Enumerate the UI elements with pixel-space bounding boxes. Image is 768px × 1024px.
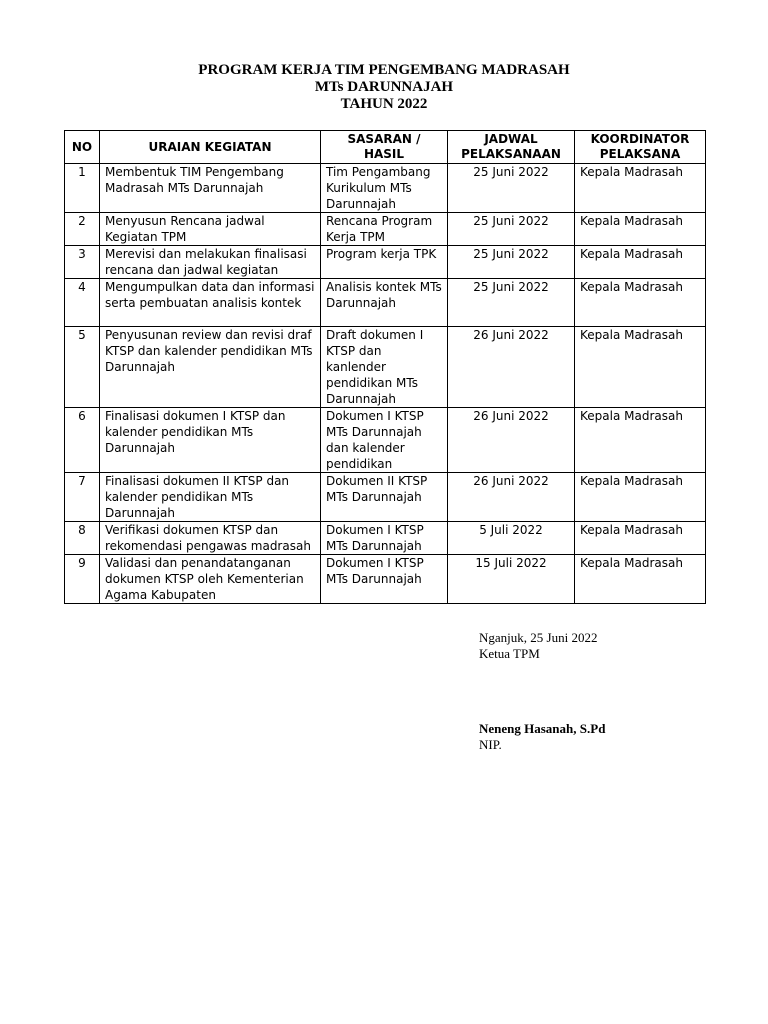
cell-no: 7: [65, 473, 100, 522]
cell-uraian: Finalisasi dokumen I KTSP dan kalender pendidikan MTs Darunnajah: [100, 408, 321, 473]
cell-jadwal: 26 Juni 2022: [448, 327, 575, 408]
cell-koordinator: Kepala Madrasah: [575, 327, 706, 408]
cell-uraian: Mengumpulkan data dan informasi serta pembuatan analisis kontek: [100, 279, 321, 327]
title-line-3: TAHUN 2022: [340, 96, 428, 112]
cell-no: 8: [65, 522, 100, 555]
cell-jadwal: 25 Juni 2022: [448, 213, 575, 246]
cell-jadwal: 26 Juni 2022: [448, 408, 575, 473]
header-koordinator-line-2: PELAKSANA: [599, 147, 681, 161]
cell-no: 9: [65, 555, 100, 604]
cell-no: 3: [65, 246, 100, 279]
table-row: [65, 555, 706, 604]
header-koordinator: [575, 131, 706, 164]
cell-uraian: Membentuk TIM Pengembang Madrasah MTs Darunnajah: [100, 164, 321, 213]
cell-koordinator: Kepala Madrasah: [575, 408, 706, 473]
table-row: [65, 213, 706, 246]
cell-sasaran: Analisis kontek MTs Darunnajah: [321, 279, 448, 327]
cell-koordinator: Kepala Madrasah: [575, 213, 706, 246]
cell-sasaran: Dokumen I KTSP MTs Darunnajah dan kalender pendidikan: [321, 408, 448, 473]
signature-nip: NIP.: [479, 737, 502, 752]
cell-koordinator: Kepala Madrasah: [575, 246, 706, 279]
signature-place-date: Nganjuk, 25 Juni 2022: [479, 630, 598, 645]
program-table: [64, 130, 706, 604]
cell-no: 4: [65, 279, 100, 327]
header-no: NO: [65, 131, 100, 164]
cell-no: 1: [65, 164, 100, 213]
table-row: [65, 164, 706, 213]
cell-koordinator: Kepala Madrasah: [575, 555, 706, 604]
cell-uraian: Penyusunan review dan revisi draf KTSP dan kalender pendidikan MTs Darunnajah: [100, 327, 321, 408]
header-sasaran: SASARAN / HASIL: [321, 131, 448, 164]
cell-jadwal: 25 Juni 2022: [448, 164, 575, 213]
cell-sasaran: Dokumen I KTSP MTs Darunnajah: [321, 522, 448, 555]
cell-sasaran: Tim Pengambang Kurikulum MTs Darunnajah: [321, 164, 448, 213]
cell-uraian: Verifikasi dokumen KTSP dan rekomendasi pengawas madrasah: [100, 522, 321, 555]
table-row: [65, 279, 706, 327]
cell-sasaran: Draft dokumen I KTSP dan kanlender pendidikan MTs Darunnajah: [321, 327, 448, 408]
cell-no: 5: [65, 327, 100, 408]
cell-uraian: Validasi dan penandatanganan dokumen KTSP oleh Kementerian Agama Kabupaten: [100, 555, 321, 604]
table-row: [65, 473, 706, 522]
header-uraian: URAIAN KEGIATAN: [100, 131, 321, 164]
table-row: [65, 327, 706, 408]
cell-uraian: Menyusun Rencana jadwal Kegiatan TPM: [100, 213, 321, 246]
cell-koordinator: Kepala Madrasah: [575, 522, 706, 555]
cell-jadwal: 5 Juli 2022: [448, 522, 575, 555]
table-row: [65, 408, 706, 473]
cell-uraian: Finalisasi dokumen II KTSP dan kalender pendidikan MTs Darunnajah: [100, 473, 321, 522]
header-jadwal-line-1: JADWAL: [484, 132, 538, 146]
cell-uraian: Merevisi dan melakukan finalisasi rencana dan jadwal kegiatan: [100, 246, 321, 279]
cell-koordinator: Kepala Madrasah: [575, 473, 706, 522]
table-header-row: [65, 131, 706, 164]
table-row: [65, 246, 706, 279]
cell-koordinator: Kepala Madrasah: [575, 279, 706, 327]
cell-jadwal: 26 Juni 2022: [448, 473, 575, 522]
cell-jadwal: 25 Juni 2022: [448, 246, 575, 279]
cell-sasaran: Dokumen I KTSP MTs Darunnajah: [321, 555, 448, 604]
cell-sasaran: Rencana Program Kerja TPM: [321, 213, 448, 246]
title-line-2: MTs DARUNNAJAH: [314, 79, 454, 95]
cell-jadwal: 15 Juli 2022: [448, 555, 575, 604]
cell-koordinator: Kepala Madrasah: [575, 164, 706, 213]
cell-sasaran: Program kerja TPK: [321, 246, 448, 279]
cell-no: 2: [65, 213, 100, 246]
header-jadwal-line-2: PELAKSANAAN: [461, 147, 561, 161]
table-row: [65, 522, 706, 555]
cell-no: 6: [65, 408, 100, 473]
signature-role: Ketua TPM: [479, 646, 540, 661]
document-title: [0, 62, 768, 113]
title-line-1: PROGRAM KERJA TIM PENGEMBANG MADRASAH: [198, 62, 570, 78]
cell-sasaran: Dokumen II KTSP MTs Darunnajah: [321, 473, 448, 522]
header-jadwal: [448, 131, 575, 164]
signature-name: Neneng Hasanah, S.Pd: [479, 721, 606, 736]
cell-jadwal: 25 Juni 2022: [448, 279, 575, 327]
header-koordinator-line-1: KOORDINATOR: [590, 132, 690, 146]
